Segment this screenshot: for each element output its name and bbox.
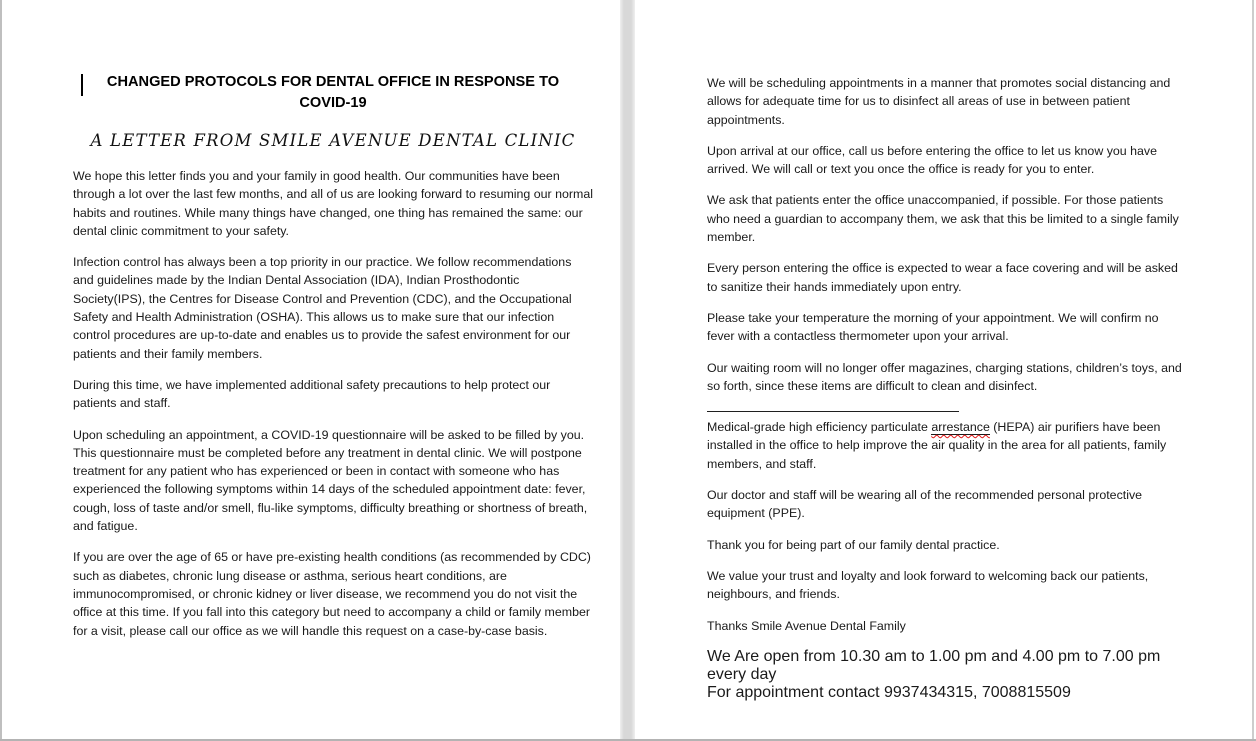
document-title[interactable] xyxy=(73,72,593,114)
spellcheck-flagged-word[interactable]: arrestance xyxy=(931,420,990,435)
paragraph-face-covering[interactable]: Every person entering the office is expected to wear a face covering and will be asked to sanitize their hands immediately upon entry. xyxy=(707,261,1178,294)
paragraph-precautions[interactable]: During this time, we have implemented additional safety precautions to help protect our patients and staff. xyxy=(73,377,551,411)
paragraph-hepa[interactable] xyxy=(707,418,1185,473)
paragraph-ppe[interactable]: Our doctor and staff will be wearing all of the recommended personal protective equipment (PPE). xyxy=(707,488,1143,521)
page-gap xyxy=(620,0,635,741)
paragraph-arrival[interactable]: Upon arrival at our office, call us before entering the office to let us know you have arrived. We will call or text you once the office is ready for you to enter. xyxy=(707,143,1157,177)
page-right-edge xyxy=(1252,0,1254,741)
page-left-edge xyxy=(0,0,2,741)
paragraph-signoff[interactable]: Thanks Smile Avenue Dental Family xyxy=(707,618,906,633)
hepa-text-before: Medical-grade high efficiency particulate xyxy=(707,420,932,435)
paragraph-scheduling[interactable]: We will be scheduling appointments in a manner that promotes social distancing and allows for adequate time for us to disinfect all areas of use in between patient appointments. xyxy=(707,76,1171,127)
footer-contact-line: For appointment contact 9937434315, 7008815509 xyxy=(707,683,1071,701)
horizontal-rule xyxy=(707,411,959,412)
text-caret xyxy=(81,74,83,96)
paragraph-age-65[interactable]: If you are over the age of 65 or have pre-existing health conditions (as recommended by CDC) such as diabetes, chronic lung disease or asthma, serious heart conditions, are immunocompromised, or chronic kidney or liver disease, we recommend you do not visit the office at this time. If you fall into this category but need to accompany a child or family member for a visit, please call our office as we will handle this request on a case-by-case basis. xyxy=(73,550,591,638)
paragraph-questionnaire[interactable]: Upon scheduling an appointment, a COVID-19 questionnaire will be asked to be filled by you. This questionnaire must be completed before any treatment in dental clinic. We will postpone treatment for any patient who has experienced or been in contact with someone who has experienced the following symptoms within 14 days of the scheduled appointment date: fever, cough, loss of taste and/or smell, flu-like symptoms, difficulty breathing or shortness of breath, and fatigue. xyxy=(73,427,588,534)
paragraph-thank-you[interactable]: Thank you for being part of our family dental practice. xyxy=(707,537,1000,552)
document-page-1[interactable] xyxy=(0,0,620,741)
paragraph-unaccompanied[interactable]: We ask that patients enter the office unaccompanied, if possible. For those patients who need a guardian to accompany them, we ask that this be limited to a single family member. xyxy=(707,193,1179,245)
paragraph-waiting-room[interactable]: Our waiting room will no longer offer magazines, charging stations, children’s toys, and so forth, since these items are difficult to clean and disinfect. xyxy=(707,360,1182,393)
paragraph-temperature[interactable]: Please take your temperature the morning of your appointment. We will confirm no fever with a contactless thermometer upon your arrival. xyxy=(707,310,1159,344)
hepa-text-after: (HEPA) air purifiers have been installed in the office to help improve the air quality in the area for all patients, family members, and staff. xyxy=(707,420,1167,471)
paragraph-infection-control[interactable]: Infection control has always been a top priority in our practice. We follow recommendations and guidelines made by the Indian Dental Association (IDA), Indian Prosthodontic Society(IPS), the Centres for Disease Control and Prevention (CDC), and the Occupational Safety and Health Administration (OSHA). This allows us to make sure that our infection control procedures are up-to-date and enables us to provide the safest environment for our patients and their family members. xyxy=(73,255,572,361)
footer-hours-line: We Are open from 10.30 am to 1.00 pm and 4.00 pm to 7.00 pm every day xyxy=(707,647,1161,683)
document-subtitle[interactable]: A LETTER FROM SMILE AVENUE DENTAL CLINIC xyxy=(90,131,576,150)
document-title-line2: COVID-19 xyxy=(299,95,367,111)
document-page-2[interactable] xyxy=(635,0,1256,741)
paragraph-trust-loyalty[interactable]: We value your trust and loyalty and look forward to welcoming back our patients, neighbours, and friends. xyxy=(707,568,1149,602)
paragraph-intro[interactable]: We hope this letter finds you and your family in good health. Our communities have been through a lot over the last few months, and all of us are looking forward to resuming our normal habits and routines. While many things have changed, one thing has remained the same: our dental clinic commitment to your safety. xyxy=(73,169,593,238)
document-title-line1: CHANGED PROTOCOLS FOR DENTAL OFFICE IN RESPONSE TO xyxy=(106,74,560,90)
